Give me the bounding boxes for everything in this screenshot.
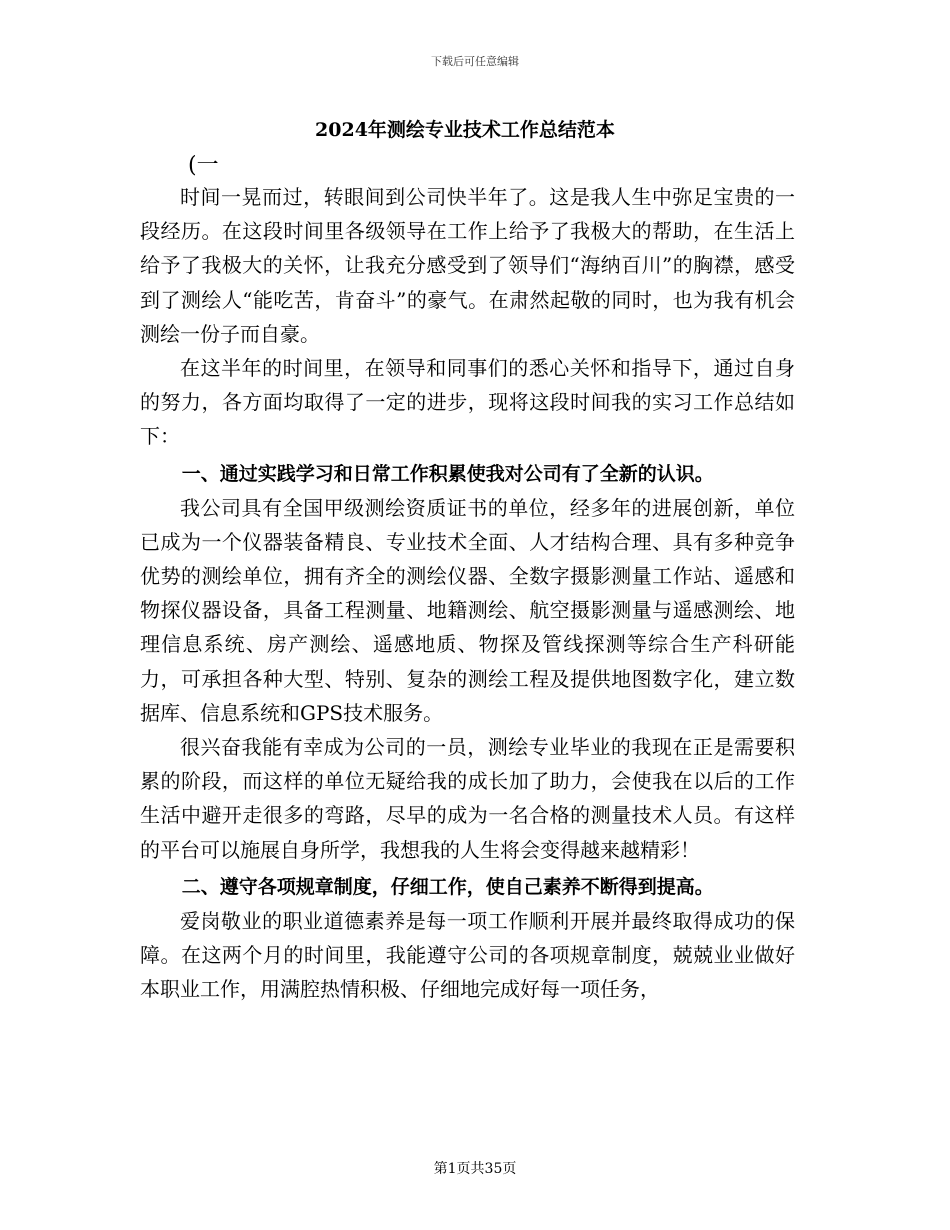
paragraph-summary-lead: 在这半年的时间里，在领导和同事们的悉心关怀和指导下，通过自身的努力，各方面均取得了一定的进步，现将这段时间我的实习工作总结如下： xyxy=(140,356,795,449)
document-title: 2024年测绘专业技术工作总结范本 xyxy=(315,119,615,141)
document-subtitle: (一 xyxy=(188,153,219,178)
header-note: 下载后可任意编辑 xyxy=(431,55,519,68)
paragraph-intro: 时间一晃而过，转眼间到公司快半年了。这是我人生中弥足宝贵的一段经历。在这段时间里各级领导在工作上给予了我极大的帮助，在生活上给予了我极大的关怀，让我充分感受到了领导们“海纳百川”的胸襟，感受到了测绘人“能吃苦，肯奋斗”的豪气。在肃然起敬的同时，也为我有机会测绘一份子而自豪。 xyxy=(140,185,795,346)
paragraph-company: 我公司具有全国甲级测绘资质证书的单位，经多年的进展创新，单位已成为一个仪器装备精良、专业技术全面、人才结构合理、具有多种竞争优势的测绘单位，拥有齐全的测绘仪器、全数字摄影测量工作站、遥感和物探仪器设备，具备工程测量、地籍测绘、航空摄影测量与遥感测绘、地理信息系统、房产测绘、遥感地质、物探及管线探测等综合生产科研能力，可承担各种大型、特别、复杂的测绘工程及提供地图数字化，建立数据库、信息系统和GPS技术服务。 xyxy=(140,495,795,725)
section-heading-2: 二、遵守各项规章制度，仔细工作，使自己素养不断得到提高。 xyxy=(181,875,714,898)
document-body xyxy=(140,180,795,1006)
section-heading-1: 一、通过实践学习和日常工作积累使我对公司有了全新的认识。 xyxy=(181,462,714,485)
page-number-footer: 第1页共35页 xyxy=(433,1161,517,1177)
paragraph-ethics: 爱岗敬业的职业道德素养是每一项工作顺利开展并最终取得成功的保障。在这两个月的时间里，我能遵守公司的各项规章制度，兢兢业业做好本职业工作，用满腔热情积极、仔细地完成好每一项任务， xyxy=(140,908,795,1002)
paragraph-honor: 很兴奋我能有幸成为公司的一员，测绘专业毕业的我现在正是需要积累的阶段，而这样的单位无疑给我的成长加了助力，会使我在以后的工作生活中避开走很多的弯路，尽早的成为一名合格的测量技术人员。有这样的平台可以施展自身所学，我想我的人生将会变得越来越精彩！ xyxy=(140,735,795,862)
